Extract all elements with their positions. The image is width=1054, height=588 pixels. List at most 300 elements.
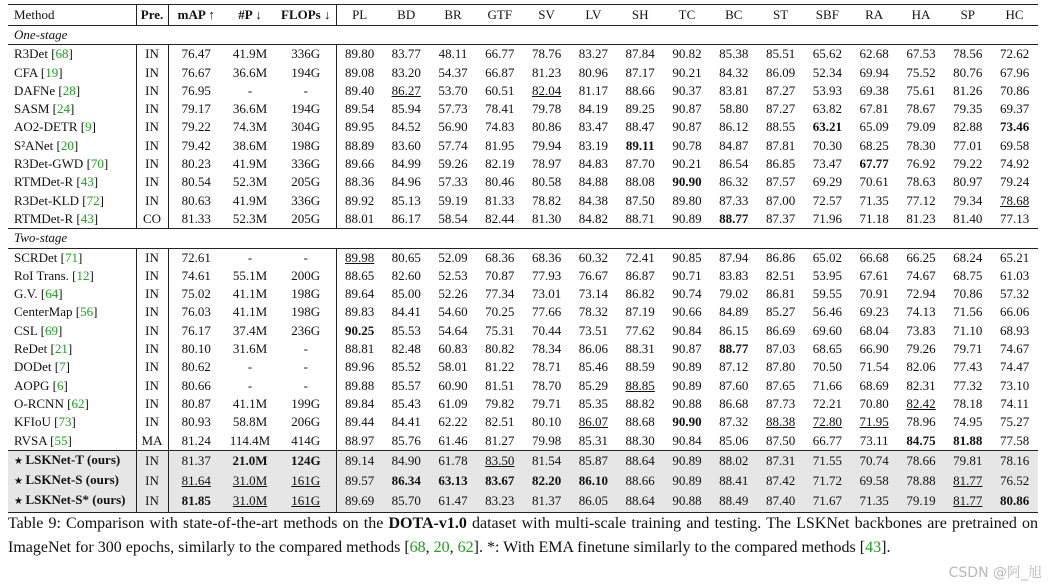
cell-value: 84.19 <box>578 101 608 117</box>
value-cell <box>430 82 477 100</box>
col-header-st: ST <box>757 5 804 26</box>
table-row <box>8 450 1038 471</box>
value-cell <box>991 432 1038 451</box>
citation-link[interactable]: 73 <box>58 414 72 430</box>
cell-value: 52.34 <box>812 64 842 80</box>
cell-value: 74.13 <box>906 304 936 320</box>
cell-value: 90.84 <box>672 432 702 448</box>
value-cell <box>991 413 1038 431</box>
citation-link[interactable]: 21 <box>54 341 68 357</box>
value-cell <box>617 248 664 267</box>
cell-value: 70.86 <box>999 82 1030 98</box>
cell-value: 67.53 <box>906 46 936 62</box>
cell-value: 89.92 <box>345 192 375 208</box>
cell-value: 71.66 <box>812 377 842 393</box>
citation-link[interactable]: 64 <box>45 286 59 302</box>
value-cell <box>136 155 168 173</box>
value-cell <box>898 450 945 471</box>
value-cell <box>617 267 664 285</box>
cell-value: 85.38 <box>719 46 749 62</box>
value-cell <box>430 358 477 376</box>
cell-value: 82.04 <box>531 82 562 98</box>
cell-value: 80.97 <box>953 174 983 190</box>
value-cell <box>336 413 383 431</box>
cell-value: IN <box>145 249 159 265</box>
cell-value: 85.29 <box>578 377 608 393</box>
cell-value: 85.87 <box>578 452 608 468</box>
value-cell <box>523 358 570 376</box>
cell-value: 71.56 <box>953 304 983 320</box>
table-row <box>8 358 1038 376</box>
value-cell <box>804 413 851 431</box>
cell-value: 90.37 <box>672 82 702 98</box>
value-cell <box>476 303 523 321</box>
cell-value: 81.30 <box>531 210 562 226</box>
cell-value: 69.58 <box>999 137 1030 153</box>
cell-value: 79.94 <box>531 137 562 153</box>
value-cell <box>224 64 276 82</box>
cell-value: 88.64 <box>625 452 655 468</box>
cell-value: 72.41 <box>625 249 655 265</box>
cell-value: 70.44 <box>531 322 562 338</box>
cell-value: 72.80 <box>812 414 842 430</box>
value-cell <box>710 377 757 395</box>
value-cell <box>276 358 336 376</box>
value-cell <box>224 358 276 376</box>
col-header-sh: SH <box>617 5 664 26</box>
citation-link[interactable]: 56 <box>80 304 94 320</box>
method-name: DODet <box>14 359 52 375</box>
value-cell <box>710 395 757 413</box>
value-cell <box>168 303 224 321</box>
value-cell <box>224 450 276 471</box>
citation-link[interactable]: 12 <box>76 267 90 283</box>
value-cell <box>224 377 276 395</box>
watermark: CSDN @阿_旭 <box>948 565 1042 581</box>
value-cell <box>851 248 898 267</box>
value-cell <box>944 118 991 136</box>
value-cell <box>664 471 711 491</box>
citation-link[interactable]: 71 <box>64 249 78 265</box>
table-row <box>8 267 1038 285</box>
cell-value: 76.03 <box>181 304 211 320</box>
value-cell <box>710 45 757 64</box>
value-cell <box>757 432 804 451</box>
value-cell <box>757 192 804 210</box>
value-cell <box>804 285 851 303</box>
citation-link[interactable]: 7 <box>59 359 66 375</box>
value-cell <box>430 118 477 136</box>
value-cell <box>224 173 276 191</box>
cell-value: 89.69 <box>345 493 375 509</box>
value-cell <box>336 491 383 512</box>
value-cell <box>168 192 224 210</box>
cell-value: 54.37 <box>438 64 468 80</box>
cell-value: 79.17 <box>181 101 211 117</box>
value-cell <box>383 267 430 285</box>
cell-value: 67.77 <box>859 156 889 172</box>
value-cell <box>224 340 276 358</box>
cell-value: 58.54 <box>438 210 468 226</box>
value-cell <box>336 377 383 395</box>
cell-value: 90.66 <box>672 304 702 320</box>
value-cell <box>336 45 383 64</box>
value-cell <box>523 155 570 173</box>
citation-link[interactable]: 19 <box>45 64 59 80</box>
cell-value: IN <box>145 267 159 283</box>
value-cell <box>991 358 1038 376</box>
value-cell <box>851 340 898 358</box>
value-cell <box>991 82 1038 100</box>
cell-value: 70.61 <box>859 174 889 190</box>
value-cell <box>168 432 224 451</box>
cell-value: 336G <box>291 156 321 172</box>
value-cell <box>383 358 430 376</box>
value-cell <box>851 45 898 64</box>
cell-value: 79.81 <box>953 452 983 468</box>
cell-value: 87.32 <box>719 414 749 430</box>
cell-value: 79.19 <box>906 493 936 509</box>
method-cell: DAFNe [28] <box>8 82 136 100</box>
cell-value: 90.74 <box>672 286 702 302</box>
citation-link[interactable]: 9 <box>85 119 92 135</box>
value-cell <box>276 413 336 431</box>
cell-value: 83.67 <box>485 473 515 489</box>
cell-value: 86.32 <box>719 174 749 190</box>
caption-cite[interactable]: 43 <box>865 538 882 556</box>
value-cell <box>710 267 757 285</box>
caption-cite[interactable]: 68 <box>409 538 426 556</box>
cell-value: 77.01 <box>953 137 983 153</box>
cell-value: 70.74 <box>859 452 889 468</box>
citation-link[interactable]: 28 <box>62 82 76 98</box>
cell-value: 73.51 <box>578 322 608 338</box>
value-cell <box>991 471 1038 491</box>
value-cell <box>276 450 336 471</box>
cell-value: 86.09 <box>765 64 796 80</box>
caption-sep: , <box>449 538 458 556</box>
method-name: AOPG <box>14 377 50 393</box>
value-cell <box>664 267 711 285</box>
cell-value: 90.88 <box>672 395 702 411</box>
value-cell <box>570 100 617 118</box>
cell-value: 65.09 <box>859 119 889 135</box>
value-cell <box>523 303 570 321</box>
value-cell <box>523 471 570 491</box>
value-cell <box>757 340 804 358</box>
cell-value: 86.68 <box>719 395 749 411</box>
value-cell <box>757 64 804 82</box>
value-cell <box>570 413 617 431</box>
cell-value: 82.51 <box>485 414 515 430</box>
value-cell <box>898 192 945 210</box>
cell-value: 59.26 <box>438 156 468 172</box>
cell-value: 200G <box>291 267 321 283</box>
cell-value: 88.77 <box>719 210 749 226</box>
cell-value: 87.81 <box>765 137 796 153</box>
value-cell <box>757 267 804 285</box>
value-cell <box>898 210 945 229</box>
value-cell <box>617 395 664 413</box>
method-cell: SCRDet [71] <box>8 248 136 267</box>
method-cell: RTMDet-R [43] <box>8 173 136 191</box>
value-cell <box>523 340 570 358</box>
citation-link[interactable]: 24 <box>57 101 71 117</box>
value-cell <box>276 82 336 100</box>
cell-value: 79.42 <box>181 137 211 153</box>
value-cell <box>476 340 523 358</box>
cell-value: 80.66 <box>181 377 211 393</box>
cell-value: 90.78 <box>672 137 702 153</box>
cell-value: 78.76 <box>531 46 562 62</box>
value-cell <box>476 100 523 118</box>
value-cell <box>757 100 804 118</box>
cell-value: 81.77 <box>953 473 983 489</box>
value-cell <box>851 358 898 376</box>
cell-value: 63.82 <box>812 101 842 117</box>
value-cell <box>383 322 430 340</box>
value-cell <box>991 303 1038 321</box>
cell-value: 85.51 <box>765 46 796 62</box>
cell-value: 77.93 <box>531 267 562 283</box>
cell-value: 89.57 <box>345 473 375 489</box>
citation-link[interactable]: 69 <box>44 322 58 338</box>
cell-value: 198G <box>291 304 321 320</box>
cell-value: 68.65 <box>812 341 842 357</box>
cell-value: 80.62 <box>181 359 211 375</box>
value-cell <box>383 395 430 413</box>
cell-value: 80.82 <box>485 341 515 357</box>
cell-value: - <box>247 249 253 265</box>
col-header-sp: SP <box>944 5 991 26</box>
cell-value: 85.70 <box>391 493 421 509</box>
value-cell <box>136 285 168 303</box>
cell-value: 75.52 <box>906 64 936 80</box>
value-cell <box>570 173 617 191</box>
method-cell <box>8 450 136 471</box>
cell-value: 89.44 <box>345 414 375 430</box>
value-cell <box>617 64 664 82</box>
cell-value: 69.58 <box>859 473 889 489</box>
value-cell <box>136 192 168 210</box>
cell-value: IN <box>145 493 159 509</box>
value-cell <box>898 491 945 512</box>
col-header-gtf: GTF <box>476 5 523 26</box>
value-cell <box>336 210 383 229</box>
value-cell <box>898 100 945 118</box>
cell-value: 90.21 <box>672 64 702 80</box>
cell-value: 83.19 <box>578 137 608 153</box>
cell-value: 58.8M <box>232 414 268 430</box>
cell-value: 56.46 <box>812 304 842 320</box>
value-cell <box>898 118 945 136</box>
value-cell <box>476 173 523 191</box>
cell-value: 69.60 <box>812 322 842 338</box>
cell-value: 79.34 <box>953 192 983 208</box>
cell-value: 77.12 <box>906 192 936 208</box>
cell-value: 73.11 <box>859 432 889 448</box>
value-cell <box>276 45 336 64</box>
value-cell <box>224 322 276 340</box>
citation-link[interactable]: 55 <box>54 432 68 448</box>
cell-value: 78.70 <box>531 377 562 393</box>
value-cell <box>224 395 276 413</box>
cell-value: 82.06 <box>906 359 936 375</box>
cell-value: 79.82 <box>485 395 515 411</box>
citation-link[interactable]: 62 <box>71 395 85 411</box>
col-header-br: BR <box>430 5 477 26</box>
value-cell <box>851 82 898 100</box>
cell-value: 77.34 <box>485 286 515 302</box>
caption-cite[interactable]: 20 <box>433 538 450 556</box>
method-name: RVSA <box>14 432 47 448</box>
cell-value: 85.94 <box>391 101 421 117</box>
value-cell <box>276 432 336 451</box>
value-cell <box>944 491 991 512</box>
cell-value: 69.38 <box>859 82 889 98</box>
value-cell <box>804 173 851 191</box>
cell-value: 199G <box>291 395 321 411</box>
cell-value: 88.66 <box>625 82 655 98</box>
value-cell <box>430 395 477 413</box>
value-cell <box>991 450 1038 471</box>
value-cell <box>336 82 383 100</box>
cell-value: 88.97 <box>345 432 375 448</box>
cell-value: 90.89 <box>672 377 702 393</box>
cell-value: 71.55 <box>812 452 842 468</box>
value-cell <box>476 471 523 491</box>
value-cell <box>757 118 804 136</box>
cell-value: 73.83 <box>906 322 936 338</box>
value-cell <box>851 322 898 340</box>
value-cell <box>804 45 851 64</box>
cell-value: 124G <box>290 452 321 468</box>
cell-value: 161G <box>291 493 321 509</box>
value-cell <box>523 137 570 155</box>
cell-value: 88.31 <box>625 341 655 357</box>
value-cell <box>336 267 383 285</box>
value-cell <box>851 377 898 395</box>
value-cell <box>136 137 168 155</box>
cell-value: 66.06 <box>999 304 1030 320</box>
citation-link[interactable]: 70 <box>90 156 104 172</box>
caption-cite[interactable]: 62 <box>457 538 474 556</box>
citation-link[interactable]: 43 <box>80 210 94 226</box>
cell-value: 81.27 <box>485 432 515 448</box>
cell-value: 41.1M <box>232 395 268 411</box>
cell-value: 90.25 <box>345 322 375 338</box>
cell-value: 74.61 <box>181 267 211 283</box>
cell-value: 76.17 <box>181 322 211 338</box>
value-cell <box>336 322 383 340</box>
value-cell <box>944 248 991 267</box>
cell-value: 60.51 <box>485 82 515 98</box>
cell-value: 76.52 <box>999 473 1030 489</box>
cell-value: 84.99 <box>391 156 421 172</box>
value-cell <box>383 471 430 491</box>
cell-value: 41.9M <box>232 192 268 208</box>
cell-value: 114.4M <box>229 432 271 448</box>
value-cell <box>804 64 851 82</box>
value-cell <box>336 395 383 413</box>
cell-value: 74.83 <box>485 119 515 135</box>
cell-value: 59.19 <box>438 192 468 208</box>
cell-value: 236G <box>291 322 321 338</box>
value-cell <box>851 432 898 451</box>
cell-value: 68.75 <box>953 267 983 283</box>
table-row <box>8 322 1038 340</box>
value-cell <box>570 45 617 64</box>
value-cell <box>898 173 945 191</box>
cell-value: 90.87 <box>672 119 702 135</box>
citation-link[interactable]: 20 <box>60 137 74 153</box>
value-cell <box>523 210 570 229</box>
cell-value: 90.89 <box>672 452 702 468</box>
cell-value: 52.26 <box>438 286 468 302</box>
cell-value: 90.90 <box>672 174 702 190</box>
value-cell <box>430 285 477 303</box>
value-cell <box>383 377 430 395</box>
cell-value: 88.64 <box>625 493 655 509</box>
citation-link[interactable]: 72 <box>86 192 100 208</box>
value-cell <box>944 210 991 229</box>
cell-value: 36.6M <box>232 101 268 117</box>
value-cell <box>664 100 711 118</box>
value-cell <box>757 248 804 267</box>
cell-value: 90.89 <box>672 359 702 375</box>
cell-value: 78.97 <box>531 156 562 172</box>
value-cell <box>804 358 851 376</box>
value-cell <box>168 210 224 229</box>
value-cell <box>430 210 477 229</box>
cell-value: 61.46 <box>438 432 468 448</box>
value-cell <box>136 82 168 100</box>
cell-value: - <box>247 82 253 98</box>
cell-value: 87.17 <box>625 64 655 80</box>
value-cell <box>476 64 523 82</box>
value-cell <box>430 267 477 285</box>
method-name: LSKNet-T (ours) <box>25 451 121 467</box>
cell-value: 88.08 <box>625 174 655 190</box>
value-cell <box>710 137 757 155</box>
value-cell <box>224 137 276 155</box>
value-cell <box>276 155 336 173</box>
value-cell <box>430 155 477 173</box>
value-cell <box>168 100 224 118</box>
cell-value: 70.25 <box>485 304 515 320</box>
value-cell <box>276 64 336 82</box>
value-cell <box>898 413 945 431</box>
cell-value: 72.94 <box>906 286 936 302</box>
citation-link[interactable]: 6 <box>57 377 64 393</box>
cell-value: 70.91 <box>859 286 889 302</box>
citation-link[interactable]: 68 <box>55 46 69 62</box>
value-cell <box>336 450 383 471</box>
citation-link[interactable]: 43 <box>80 174 94 190</box>
cell-value: 74.11 <box>1000 395 1029 411</box>
value-cell <box>804 395 851 413</box>
value-cell <box>336 173 383 191</box>
col-header-sv: SV <box>523 5 570 26</box>
cell-value: 74.67 <box>999 341 1030 357</box>
cell-value: 41.1M <box>232 304 268 320</box>
cell-value: 83.47 <box>578 119 608 135</box>
cell-value: 84.89 <box>719 304 749 320</box>
value-cell <box>383 491 430 512</box>
value-cell <box>710 432 757 451</box>
value-cell <box>136 377 168 395</box>
value-cell <box>851 285 898 303</box>
